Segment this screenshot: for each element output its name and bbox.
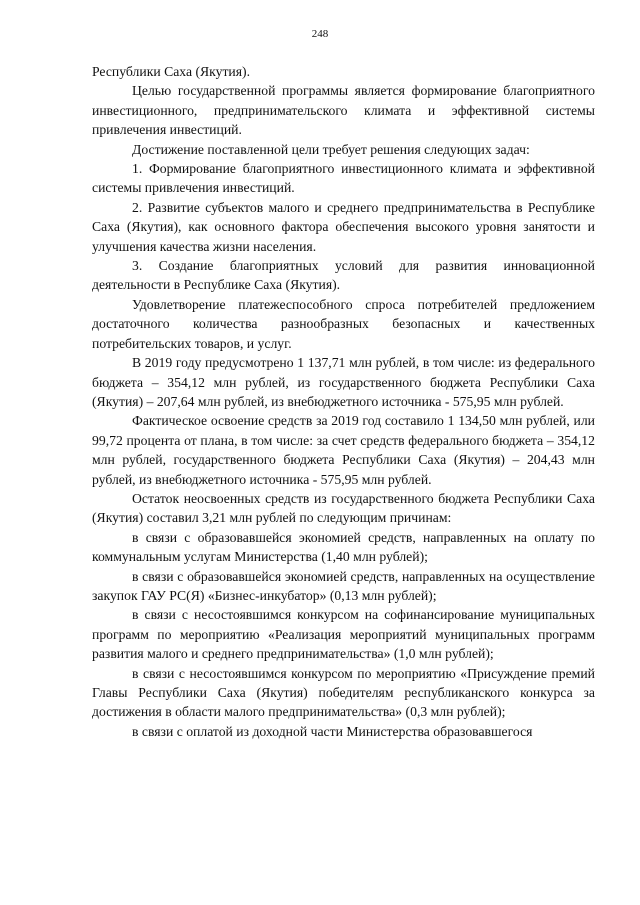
- paragraph-reason-incubator: в связи с образовавшейся экономией средств, направленных на осуществление закупок ГАУ РС(Я) «Бизнес-инкубатор» (0,13 млн рублей);: [92, 568, 595, 603]
- paragraph-planned-funding: В 2019 году предусмотрено 1 137,71 млн рублей, в том числе: из федерального бюджета – 354,12 млн рублей, из государственного бюджета Республики Саха (Якутия) – 207,64 млн рублей, из внебюджетного источника - 575,95 млн рублей.: [92, 355, 595, 409]
- page-number: 248: [311, 28, 329, 40]
- paragraph-reason-awards: в связи с несостоявшимся конкурсом по мероприятию «Присуждение премий Главы Республики Саха (Якутия) победителям республиканского конкурса за достижения в области малого предпринимательства» (0,3 млн рублей);: [92, 665, 595, 720]
- paragraph-task-3: 3. Создание благоприятных условий для развития инновационной деятельности в Республике Саха (Якутия).: [92, 258, 595, 293]
- document-body: [92, 62, 595, 741]
- paragraph-demand: Удовлетворение платежеспособного спроса потребителей предложением достаточного количества разнообразных безопасных и качественных потребительских товаров, и услуг.: [92, 296, 595, 351]
- paragraph-unspent-funds: Остаток неосвоенных средств из государственного бюджета Республики Саха (Якутия) составил 3,21 млн рублей по следующим причинам:: [92, 490, 595, 526]
- paragraph-reason-municipal: в связи с несостоявшимся конкурсом на софинансирование муниципальных программ по мероприятию «Реализация мероприятий муниципальных программ развития малого и среднего предпринимательства» (1,0 млн рублей);: [92, 607, 595, 662]
- paragraph-task-2: 2. Развитие субъектов малого и среднего предпринимательства в Республике Саха (Якутия), как основного фактора обеспечения высокого уровня занятости и улучшения качества жизни населения.: [92, 199, 595, 254]
- paragraph-continuation: Республики Саха (Якутия).: [92, 64, 251, 79]
- paragraph-reason-utilities: в связи с образовавшейся экономией средств, направленных на оплату по коммунальным услугам Министерства (1,40 млн рублей);: [92, 529, 595, 565]
- paragraph-tasks-intro: Достижение поставленной цели требует решения следующих задач:: [132, 141, 530, 157]
- paragraph-task-1: 1. Формирование благоприятного инвестиционного климата и эффективной системы привлечения инвестиций.: [92, 161, 595, 196]
- paragraph-actual-funding: Фактическое освоение средств за 2019 год составило 1 134,50 млн рублей, или 99,72 процента от плана, в том числе: за счет средств федерального бюджета – 354,12 млн рублей, государственного бюджета Республики Саха (Якутия) – 204,43 млн рублей, из внебюджетного источника - 575,95 млн рублей.: [92, 413, 595, 487]
- paragraph-goal: Целью государственной программы является формирование благоприятного инвестиционного, предпринимательского климата и эффективной системы привлечения инвестиций.: [92, 83, 595, 138]
- paragraph-reason-income: в связи с оплатой из доходной части Министерства образовавшегося: [132, 723, 533, 739]
